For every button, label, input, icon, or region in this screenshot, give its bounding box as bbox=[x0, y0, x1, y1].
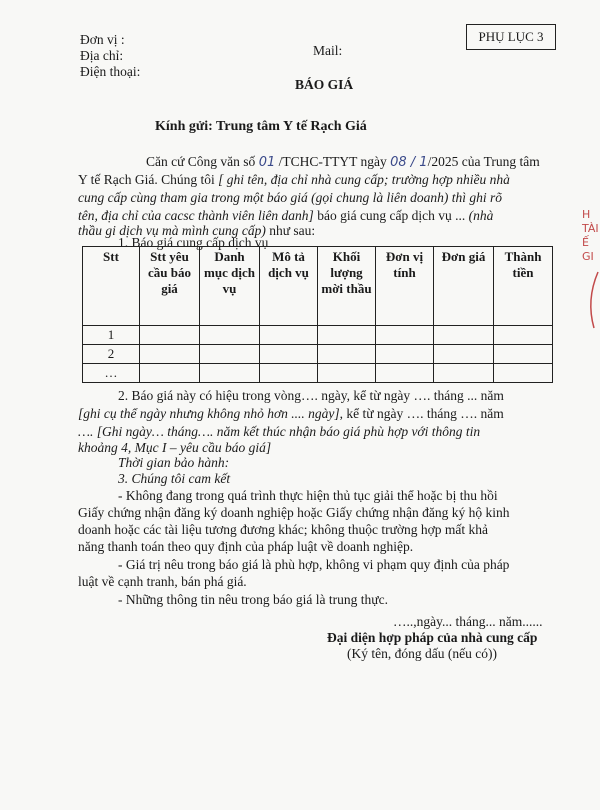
recipient: Kính gửi: Trung tâm Y tế Rạch Giá bbox=[155, 119, 367, 134]
section-2-line-3: …. [Ghi ngày… tháng…. năm kết thúc nhận báo giá phù hợp với thông tin bbox=[78, 424, 481, 439]
section-2-line-1: 2. Báo giá này có hiệu trong vòng…. ngày, kể từ ngày …. tháng ... năm bbox=[118, 388, 504, 403]
phu-luc-box: PHỤ LỤC 3 bbox=[466, 24, 556, 50]
commit-2-line-2: luật về cạnh tranh, bán phá giá. bbox=[78, 574, 247, 589]
col-header-stt: Stt bbox=[83, 247, 140, 326]
don-vi-label: Đơn vị : bbox=[80, 32, 125, 47]
intro-line-2: Y tế Rạch Giá. Chúng tôi [ ghi tên, địa chỉ nhà cung cấp; trường hợp nhiều nhà bbox=[78, 172, 510, 187]
col-header-thanh-tien: Thành tiền bbox=[494, 247, 553, 326]
signature-note: (Ký tên, đóng dấu (nếu có)) bbox=[347, 646, 497, 661]
warranty-line: Thời gian bảo hành: bbox=[118, 455, 230, 470]
col-header-don-vi: Đơn vị tính bbox=[376, 247, 434, 326]
commit-1-line-4: năng thanh toán theo quy định của pháp luật về doanh nghiệp. bbox=[78, 539, 414, 554]
commit-2-line-1: - Giá trị nêu trong báo giá là phù hợp, không vi phạm quy định của pháp bbox=[118, 557, 510, 572]
table-header-row bbox=[83, 247, 553, 326]
section-2-line-2: [ghi cụ thể ngày nhưng không nhỏ hơn .... ngày], kể từ ngày …. tháng …. năm bbox=[78, 406, 504, 421]
commit-1-line-2: Giấy chứng nhận đăng ký doanh nghiệp hoặc Giấy chứng nhận đăng ký hộ kinh bbox=[78, 505, 510, 520]
quote-table bbox=[82, 246, 553, 383]
table-row: 2 bbox=[83, 345, 553, 364]
commit-1-line-1: - Không đang trong quá trình thực hiện thủ tục giải thể hoặc bị thu hồi bbox=[118, 488, 498, 503]
partial-stamp: H TÀI Ế GI bbox=[582, 208, 599, 263]
table-row: … bbox=[83, 364, 553, 383]
intro-line-3: cung cấp cùng tham gia trong một báo giá (gọi chung là liên doanh) thì ghi rõ bbox=[78, 190, 502, 205]
table-row: 1 bbox=[83, 326, 553, 345]
col-header-khoi-luong: Khối lượng mời thầu bbox=[318, 247, 376, 326]
dia-chi-label: Địa chỉ: bbox=[80, 48, 124, 63]
intro-line-5: thầu gi dịch vụ mà mình cung cấp) như sau: bbox=[78, 223, 316, 238]
section-3-title: 3. Chúng tôi cam kết bbox=[118, 471, 231, 486]
commit-1-line-3: doanh hoặc các tài liệu tương đương khác; không thuộc trường hợp mất khả bbox=[78, 522, 489, 537]
mail-label: Mail: bbox=[313, 43, 343, 58]
handwritten-number: 01 bbox=[258, 155, 276, 170]
stamp-arc bbox=[580, 270, 600, 330]
commit-3: - Những thông tin nêu trong báo giá là trung thực. bbox=[118, 592, 388, 607]
intro-line-1: Căn cứ Công văn số 01 /TCHC-TTYT ngày 08 / 1/2025 của Trung tâm bbox=[146, 154, 540, 170]
section-2-line-4: khoảng 4, Mục I – yêu cầu báo giá] bbox=[78, 440, 272, 455]
date-line: …..,ngày... tháng... năm...... bbox=[393, 614, 543, 629]
handwritten-date: 08 / 1 bbox=[390, 155, 428, 170]
dien-thoai-label: Điện thoại: bbox=[80, 64, 141, 79]
col-header-don-gia: Đơn giá bbox=[434, 247, 494, 326]
representative-label: Đại diện hợp pháp của nhà cung cấp bbox=[327, 630, 538, 645]
document-title: BÁO GIÁ bbox=[295, 77, 354, 92]
col-header-stt-yeu-cau: Stt yêu cầu báo giá bbox=[140, 247, 200, 326]
col-header-mo-ta: Mô tả dịch vụ bbox=[260, 247, 318, 326]
intro-line-4: tên, địa chỉ của cacsc thành viên liên danh] báo giá cung cấp dịch vụ ... (nhà bbox=[78, 208, 494, 223]
col-header-danh-muc: Danh mục dịch vụ bbox=[200, 247, 260, 326]
section-1-title: 1. Báo giá cung cấp dịch vụ bbox=[118, 235, 269, 250]
